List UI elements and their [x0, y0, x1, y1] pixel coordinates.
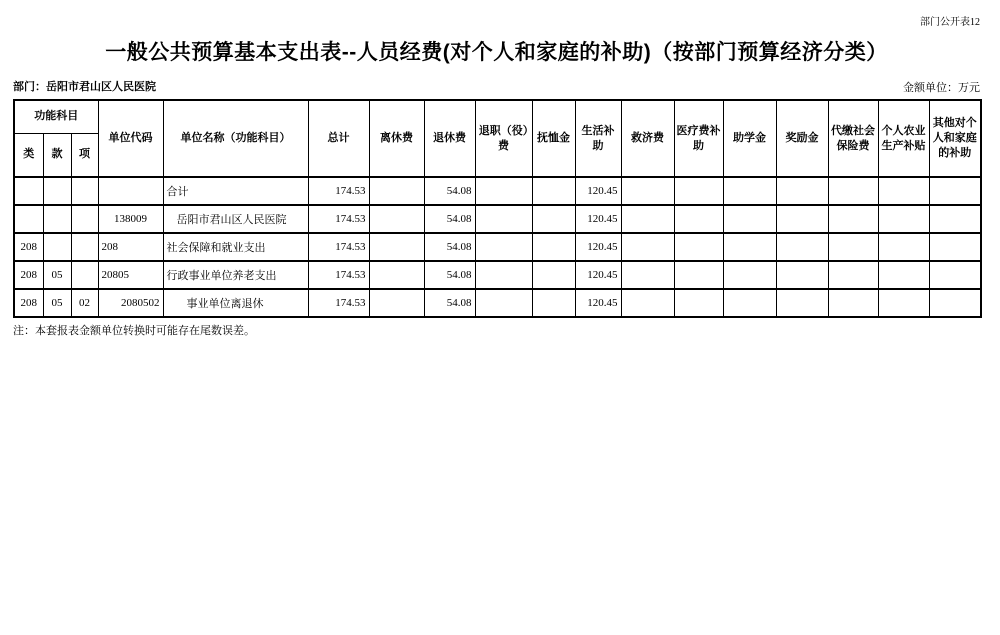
- table-row: [14, 289, 981, 317]
- cell-amount: [878, 261, 929, 289]
- cell-amount: 174.53: [308, 233, 369, 261]
- cell-func-xiang: 02: [71, 289, 98, 317]
- cell-amount: [776, 261, 828, 289]
- cell-amount: [828, 261, 878, 289]
- cell-func-xiang: [71, 205, 98, 233]
- cell-amount: 54.08: [424, 205, 475, 233]
- header-cell: 离休费: [369, 100, 424, 177]
- cell-amount: [929, 261, 981, 289]
- cell-amount: 174.53: [308, 261, 369, 289]
- footnote: 注：本套报表金额单位转换时可能存在尾数误差。: [13, 325, 255, 337]
- header-cell: 款: [43, 133, 71, 177]
- cell-amount: [723, 233, 776, 261]
- cell-amount: [878, 205, 929, 233]
- cell-unit-name: 合计: [163, 177, 308, 205]
- cell-func-lei: 208: [14, 289, 43, 317]
- cell-amount: 120.45: [575, 233, 621, 261]
- cell-unit-code: 208: [98, 233, 163, 261]
- header-cell: 类: [14, 133, 43, 177]
- table-body: [14, 177, 981, 317]
- header-cell: 抚恤金: [532, 100, 575, 177]
- sheet-number-label: 部门公开表12: [920, 17, 980, 28]
- header-cell: 助学金: [723, 100, 776, 177]
- header-cell: 单位名称（功能科目）: [163, 100, 308, 177]
- cell-unit-name: 岳阳市君山区人民医院: [163, 205, 308, 233]
- budget-table: [13, 99, 982, 318]
- cell-amount: [723, 289, 776, 317]
- header-cell: 总计: [308, 100, 369, 177]
- cell-func-kuan: 05: [43, 289, 71, 317]
- cell-amount: [475, 289, 532, 317]
- header-cell: 退休费: [424, 100, 475, 177]
- cell-amount: [532, 261, 575, 289]
- cell-amount: [929, 289, 981, 317]
- header-cell: 医疗费补助: [674, 100, 723, 177]
- cell-amount: [369, 261, 424, 289]
- cell-amount: [621, 205, 674, 233]
- header-row-group: [14, 100, 981, 133]
- cell-unit-code: 138009: [98, 205, 163, 233]
- cell-unit-name: 事业单位离退休: [163, 289, 308, 317]
- header-cell: 项: [71, 133, 98, 177]
- cell-amount: [828, 233, 878, 261]
- cell-amount: [369, 289, 424, 317]
- cell-amount: [723, 205, 776, 233]
- header-func-group: 功能科目: [14, 100, 98, 133]
- cell-amount: [674, 177, 723, 205]
- cell-amount: [776, 205, 828, 233]
- cell-amount: [621, 233, 674, 261]
- cell-amount: [776, 289, 828, 317]
- cell-amount: [532, 205, 575, 233]
- cell-func-lei: 208: [14, 261, 43, 289]
- cell-amount: [621, 261, 674, 289]
- cell-func-xiang: [71, 177, 98, 205]
- amount-unit-label: 金额单位：万元: [903, 82, 980, 94]
- table-row: [14, 205, 981, 233]
- cell-func-kuan: [43, 233, 71, 261]
- header-cell: 代缴社会保险费: [828, 100, 878, 177]
- header-cell: 生活补助: [575, 100, 621, 177]
- cell-unit-code: [98, 177, 163, 205]
- cell-func-xiang: [71, 233, 98, 261]
- cell-amount: 120.45: [575, 205, 621, 233]
- cell-amount: [828, 205, 878, 233]
- cell-amount: [929, 177, 981, 205]
- cell-amount: 120.45: [575, 261, 621, 289]
- page-title: 一般公共预算基本支出表--人员经费(对个人和家庭的补助)（按部门预算经济分类）: [105, 41, 888, 64]
- header-cell: 其他对个人和家庭的补助: [929, 100, 981, 177]
- cell-func-lei: [14, 205, 43, 233]
- cell-amount: [621, 289, 674, 317]
- cell-amount: [723, 261, 776, 289]
- cell-amount: [532, 177, 575, 205]
- header-cell: 个人农业生产补贴: [878, 100, 929, 177]
- cell-func-lei: [14, 177, 43, 205]
- cell-unit-code: 20805: [98, 261, 163, 289]
- cell-func-kuan: [43, 177, 71, 205]
- cell-amount: [878, 233, 929, 261]
- cell-amount: [369, 233, 424, 261]
- cell-amount: [475, 233, 532, 261]
- cell-amount: [674, 233, 723, 261]
- cell-amount: [532, 233, 575, 261]
- cell-amount: [776, 177, 828, 205]
- cell-func-xiang: [71, 261, 98, 289]
- cell-unit-name: 社会保障和就业支出: [163, 233, 308, 261]
- cell-unit-code: 2080502: [98, 289, 163, 317]
- cell-amount: [878, 289, 929, 317]
- table-header: [14, 100, 981, 177]
- header-cell: 退职（役）费: [475, 100, 532, 177]
- cell-amount: [878, 177, 929, 205]
- cell-amount: [532, 289, 575, 317]
- cell-amount: [828, 177, 878, 205]
- header-cell: 救济费: [621, 100, 674, 177]
- table-row: [14, 233, 981, 261]
- cell-amount: 54.08: [424, 233, 475, 261]
- cell-amount: [475, 177, 532, 205]
- cell-amount: [674, 289, 723, 317]
- cell-amount: 120.45: [575, 177, 621, 205]
- cell-amount: [475, 205, 532, 233]
- cell-amount: [475, 261, 532, 289]
- cell-amount: [369, 205, 424, 233]
- cell-amount: 174.53: [308, 289, 369, 317]
- cell-amount: [828, 289, 878, 317]
- cell-amount: 54.08: [424, 261, 475, 289]
- cell-amount: [369, 177, 424, 205]
- cell-amount: 54.08: [424, 177, 475, 205]
- cell-amount: 174.53: [308, 177, 369, 205]
- cell-amount: 120.45: [575, 289, 621, 317]
- header-cell: 单位代码: [98, 100, 163, 177]
- cell-func-kuan: 05: [43, 261, 71, 289]
- table-row: [14, 261, 981, 289]
- cell-amount: [929, 205, 981, 233]
- cell-amount: [674, 205, 723, 233]
- cell-amount: 54.08: [424, 289, 475, 317]
- cell-func-lei: 208: [14, 233, 43, 261]
- cell-amount: [674, 261, 723, 289]
- cell-func-kuan: [43, 205, 71, 233]
- header-cell: 奖励金: [776, 100, 828, 177]
- cell-amount: [723, 177, 776, 205]
- cell-amount: [776, 233, 828, 261]
- cell-amount: [621, 177, 674, 205]
- cell-amount: [929, 233, 981, 261]
- table-row: [14, 177, 981, 205]
- department-label: 部门：岳阳市君山区人民医院: [13, 81, 156, 93]
- cell-amount: 174.53: [308, 205, 369, 233]
- cell-unit-name: 行政事业单位养老支出: [163, 261, 308, 289]
